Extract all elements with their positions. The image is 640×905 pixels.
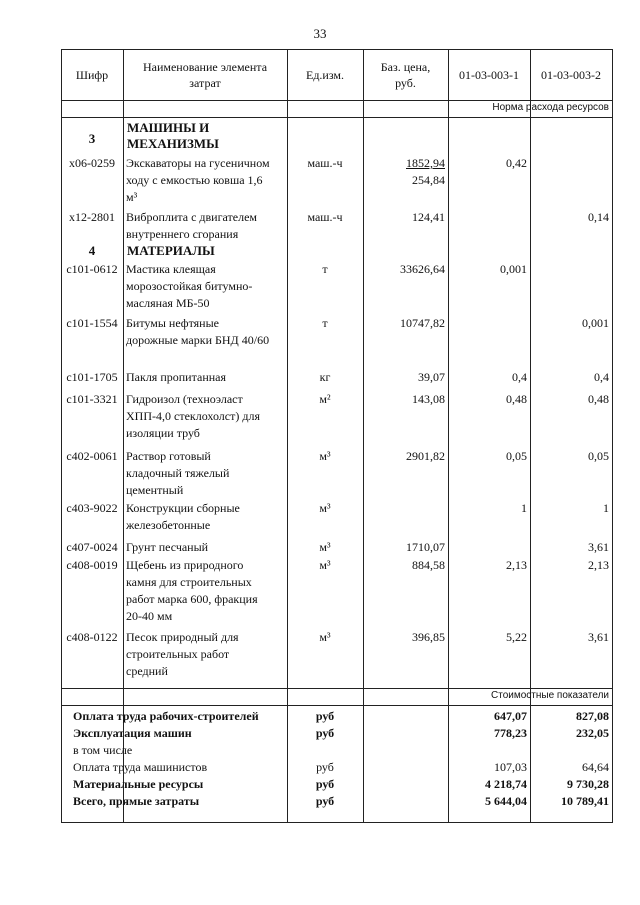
header-unit: Ед.изм. <box>305 68 345 82</box>
row-name: Конструкции сборные железобетонные <box>126 501 240 532</box>
summary-unit: руб <box>315 726 335 740</box>
row-value-col2: 2,13 <box>588 558 609 572</box>
row-name: Щебень из природного камня для строительных работ марка 600, фракция 20-40 мм <box>126 558 258 623</box>
row-code: х12-2801 <box>69 210 115 224</box>
summary-value-col2: 10 789,41 <box>561 794 609 808</box>
row-unit: т <box>322 316 328 330</box>
row-value-col1: 1 <box>521 501 527 515</box>
row-code: х06-0259 <box>69 156 115 170</box>
row-value-col2: 3,61 <box>588 630 609 644</box>
grid-line <box>612 49 613 823</box>
summary-label: в том числе <box>73 743 133 757</box>
grid-line <box>61 49 613 50</box>
row-price: 1710,07 <box>406 540 445 554</box>
section-number: 3 <box>88 131 96 146</box>
row-value-col1: 2,13 <box>506 558 527 572</box>
grid-line <box>61 822 613 823</box>
summary-unit: руб <box>316 760 334 774</box>
summary-value-col2: 9 730,28 <box>567 777 609 791</box>
summary-label: Всего, прямые затраты <box>73 794 200 808</box>
norm-label: Норма расхода ресурсов <box>492 102 609 113</box>
summary-label: Оплата труда рабочих-строителей <box>73 709 259 723</box>
row-price-secondary: 254,84 <box>412 173 445 187</box>
row-code: с101-1554 <box>66 316 118 330</box>
row-unit: маш.-ч <box>307 156 343 170</box>
row-value-col1: 0,001 <box>500 262 527 276</box>
row-price: 39,07 <box>418 370 445 384</box>
row-name: Песок природный для строительных работ средний <box>126 630 239 678</box>
summary-unit: руб <box>315 777 335 791</box>
row-unit: м² <box>319 392 331 406</box>
row-price: 10747,82 <box>400 316 445 330</box>
row-price: 396,85 <box>412 630 445 644</box>
header-col2: 01-03-003-2 <box>541 68 601 82</box>
summary-label: Материальные ресурсы <box>73 777 204 791</box>
row-value-col2: 1 <box>603 501 609 515</box>
row-value-col2: 0,14 <box>588 210 609 224</box>
row-unit: маш.-ч <box>307 210 343 224</box>
row-name: Экскаваторы на гусеничном ходу с емкостью ковша 1,6 м³ <box>126 156 270 204</box>
summary-value-col1: 5 644,04 <box>485 794 527 808</box>
resource-table <box>61 49 613 823</box>
row-unit: м³ <box>319 501 331 515</box>
row-code: с402-0061 <box>66 449 118 463</box>
row-name: Виброплита с двигателем внутреннего сгорания <box>126 210 258 241</box>
row-value-col1: 0,42 <box>506 156 527 170</box>
summary-value-col1: 778,23 <box>494 726 527 740</box>
row-price: 1852,94 <box>406 156 445 170</box>
row-name: Раствор готовый кладочный тяжелый цементный <box>126 449 230 497</box>
summary-unit: руб <box>315 794 335 808</box>
row-price: 2901,82 <box>406 449 445 463</box>
row-unit: т <box>322 262 328 276</box>
summary-value-col2: 827,08 <box>576 709 609 723</box>
row-name: Битумы нефтяные дорожные марки БНД 40/60 <box>126 316 270 347</box>
row-name: Мастика клеящая морозостойкая битумно- масляная МБ-50 <box>126 262 253 310</box>
section-title: МАШИНЫ И МЕХАНИЗМЫ <box>127 120 219 151</box>
grid-line <box>61 688 613 689</box>
row-name: Грунт песчаный <box>126 540 209 554</box>
summary-value-col2: 64,64 <box>582 760 609 774</box>
page-number: 33 <box>313 26 327 41</box>
row-value-col1: 0,05 <box>506 449 527 463</box>
row-value-col2: 0,4 <box>594 370 609 384</box>
row-value-col1: 0,4 <box>512 370 527 384</box>
summary-unit: руб <box>315 709 335 723</box>
row-value-col1: 5,22 <box>506 630 527 644</box>
header-base-price: Баз. цена, руб. <box>380 60 431 90</box>
row-code: с408-0122 <box>66 630 118 644</box>
row-code: с403-9022 <box>66 501 118 515</box>
row-value-col2: 3,61 <box>588 540 609 554</box>
row-unit: м³ <box>319 540 331 554</box>
summary-value-col1: 107,03 <box>494 760 527 774</box>
grid-line <box>123 49 124 823</box>
row-price: 143,08 <box>412 392 445 406</box>
row-code: с407-0024 <box>66 540 118 554</box>
row-value-col2: 0,05 <box>588 449 609 463</box>
header-code: Шифр <box>75 68 109 82</box>
header-col1: 01-03-003-1 <box>459 68 519 82</box>
section-number: 4 <box>88 243 96 258</box>
row-value-col2: 0,001 <box>582 316 609 330</box>
row-price: 33626,64 <box>400 262 445 276</box>
summary-value-col1: 647,07 <box>494 709 527 723</box>
row-unit: м³ <box>319 630 331 644</box>
summary-value-col2: 232,05 <box>576 726 609 740</box>
header-name: Наименование элемента затрат <box>142 60 268 90</box>
row-name: Пакля пропитанная <box>126 370 227 384</box>
row-code: с101-1705 <box>66 370 118 384</box>
summary-label: Эксплуатация машин <box>73 726 192 740</box>
grid-line <box>61 117 613 118</box>
grid-line <box>530 49 531 823</box>
row-unit: кг <box>319 370 331 384</box>
summary-value-col1: 4 218,74 <box>485 777 527 791</box>
grid-line <box>61 705 613 706</box>
cost-label: Стоимостные показатели <box>491 690 609 701</box>
row-price: 884,58 <box>412 558 445 572</box>
row-name: Гидроизол (техноэласт ХПП-4,0 стеклохолст) для изоляции труб <box>126 392 260 440</box>
grid-line <box>61 100 613 101</box>
summary-label: Оплата труда машинистов <box>73 760 208 774</box>
row-unit: м³ <box>319 449 331 463</box>
row-value-col2: 0,48 <box>588 392 609 406</box>
section-title: МАТЕРИАЛЫ <box>127 243 215 258</box>
row-code: с101-0612 <box>66 262 118 276</box>
row-unit: м³ <box>319 558 331 572</box>
row-code: с408-0019 <box>66 558 118 572</box>
row-price: 124,41 <box>412 210 445 224</box>
row-code: с101-3321 <box>66 392 118 406</box>
row-value-col1: 0,48 <box>506 392 527 406</box>
